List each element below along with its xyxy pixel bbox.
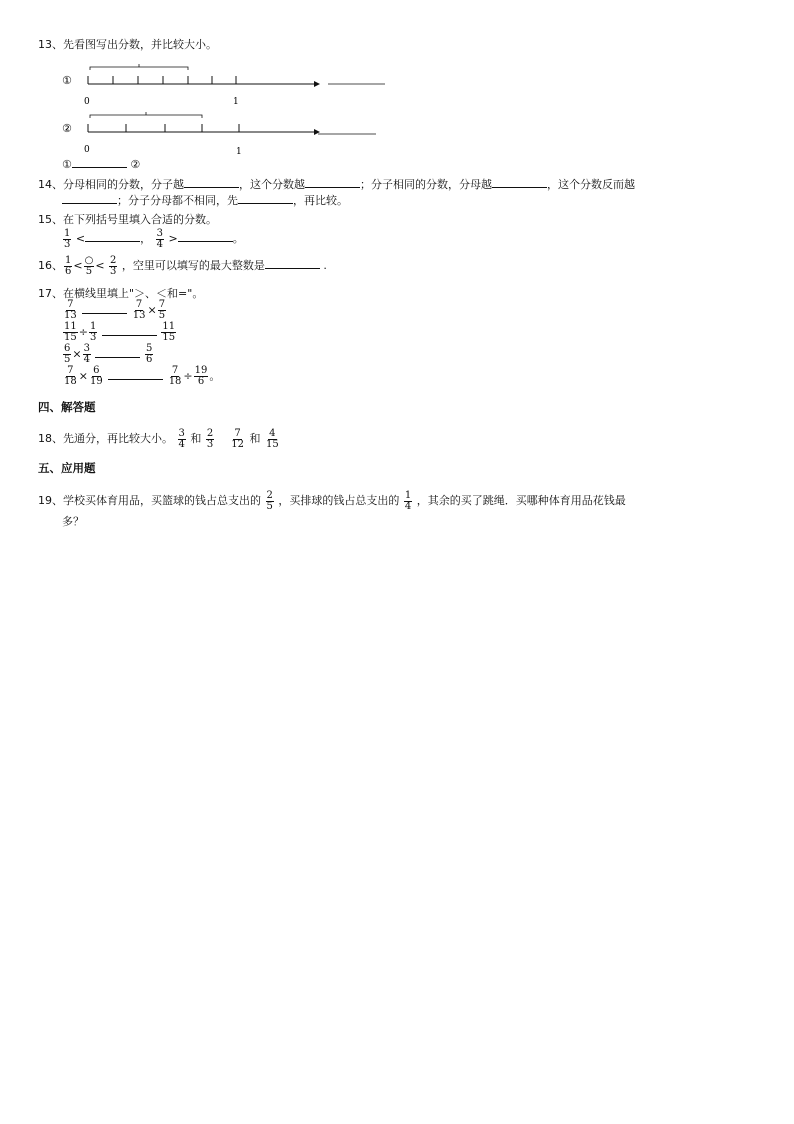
fraction: $\frac{3}{4}$ <box>83 343 90 365</box>
fraction-with-blank[interactable]: $\frac{○}{5}$ <box>84 254 94 277</box>
q15-blank-2[interactable] <box>178 231 233 242</box>
q16-line: 16、 $\frac{1}{6}$ < $\frac{○}{5}$ < $\frac{2}{3}$ ，空里可以填写的最大整数是 . <box>38 254 327 277</box>
q14-text-1: 14、分母相同的分数，分子越 <box>38 178 184 191</box>
section-heading-5: 五、应用题 <box>38 461 96 475</box>
fraction: $\frac{3}{4}$ <box>156 227 163 250</box>
fraction: $\frac{1}{4}$ <box>404 489 412 512</box>
q17-title: 17、在横线里填上"＞、＜和="。 <box>38 287 204 300</box>
line1-label-1: 1 <box>233 97 239 107</box>
q17-blank-4[interactable] <box>108 369 163 380</box>
answer-blank-1[interactable] <box>72 157 127 168</box>
q13-title: 13、先看图写出分数，并比较大小。 <box>38 38 217 51</box>
q15-blank-1[interactable] <box>85 231 140 242</box>
section-heading-4: 四、解答题 <box>38 400 96 414</box>
fraction: $\frac{11}{15}$ <box>64 321 77 343</box>
fraction: $\frac{7}{13}$ <box>132 299 146 321</box>
fraction: $\frac{7}{12}$ <box>231 427 244 450</box>
q14-text-2: ，这个分数越 <box>239 178 305 191</box>
q17-row-3: $\frac{6}{5}$ × $\frac{3}{4}$ $\frac{5}{6}$ <box>64 343 153 365</box>
q14-blank-3[interactable] <box>492 177 547 188</box>
q14-line-2 <box>62 193 348 208</box>
fraction: $\frac{2}{5}$ <box>266 489 273 512</box>
line1-ticks <box>88 76 236 84</box>
q13-answer-row <box>62 157 140 172</box>
fraction: $\frac{1}{3}$ <box>89 321 97 343</box>
line1-label-0: 0 <box>84 97 90 107</box>
line2-brace <box>90 115 202 118</box>
fraction: $\frac{7}{13}$ <box>64 299 77 321</box>
fraction: $\frac{5}{6}$ <box>145 343 153 365</box>
line1-mark: ① <box>62 74 72 87</box>
q18-text: 18、先通分，再比较大小。 <box>38 432 173 445</box>
q14-text-4: ，这个分数反而越 <box>547 178 635 191</box>
q14-blank-4[interactable] <box>62 193 117 204</box>
q14-blank-5[interactable] <box>238 193 293 204</box>
q14-text-5: ；分子分母都不相同，先 <box>117 194 238 207</box>
fraction: $\frac{7}{5}$ <box>158 299 166 321</box>
answer-mark-2: ② <box>130 158 141 171</box>
fraction: $\frac{3}{4}$ <box>178 427 185 450</box>
fraction: $\frac{6}{5}$ <box>64 343 71 365</box>
q18-line: 18、先通分，再比较大小。 $\frac{3}{4}$ 和 $\frac{2}{3}$ $\frac{7}{12}$ 和 $\frac{4}{15}$ <box>38 427 279 450</box>
fraction: $\frac{1}{6}$ <box>65 254 72 277</box>
q17-row-1: $\frac{7}{13}$ $\frac{7}{13}$ × $\frac{7}{5}$ <box>64 299 166 321</box>
number-line-svg <box>62 58 402 168</box>
q14-text-3: ；分子相同的分数，分母越 <box>360 178 492 191</box>
line2-mark: ② <box>62 122 72 135</box>
q19-line-1: 19、学校买体育用品，买篮球的钱占总支出的 $\frac{2}{5}$ ，买排球的钱占总支出的 $\frac{1}{4}$ ，其余的买了跳绳．买哪种体育用品花钱最 <box>38 489 626 512</box>
fraction: $\frac{1}{3}$ <box>64 227 71 250</box>
q15-expression: $\frac{1}{3}$ < ， $\frac{3}{4}$ > 。 <box>64 227 244 250</box>
fraction: $\frac{19}{6}$ <box>194 365 208 387</box>
q19-line-2: 多？ <box>62 515 84 528</box>
line2-label-1: 1 <box>236 147 242 157</box>
q16-blank[interactable] <box>265 258 320 269</box>
fraction: $\frac{7}{18}$ <box>168 365 182 387</box>
q17-row-2: $\frac{11}{15}$ ÷ $\frac{1}{3}$ $\frac{11}{15}$ <box>64 321 176 343</box>
q17-blank-1[interactable] <box>82 303 127 314</box>
q15-title: 15、在下列括号里填入合适的分数。 <box>38 213 217 226</box>
fraction: $\frac{11}{15}$ <box>162 321 176 343</box>
q14-line-1 <box>38 177 635 192</box>
arrow-icon <box>314 81 320 87</box>
q17-row-4: $\frac{7}{18}$ × $\frac{6}{19}$ $\frac{7}{18}$ ÷ $\frac{19}{6}$ 。 <box>64 365 221 387</box>
q17-blank-2[interactable] <box>102 325 157 336</box>
q14-text-6: ，再比较。 <box>293 194 348 207</box>
line1-brace <box>90 67 188 70</box>
q17-blank-3[interactable] <box>95 347 140 358</box>
line2-ticks <box>88 124 239 132</box>
line2-label-0: 0 <box>84 145 90 155</box>
fraction: $\frac{7}{18}$ <box>64 365 77 387</box>
fraction: $\frac{4}{15}$ <box>265 427 279 450</box>
fraction: $\frac{2}{3}$ <box>206 427 214 450</box>
number-line-diagram <box>62 58 402 168</box>
less-than-sign: < <box>75 232 86 245</box>
answer-mark-1: ① <box>62 158 72 171</box>
fraction: $\frac{2}{3}$ <box>110 254 117 277</box>
greater-than-sign: > <box>168 232 178 245</box>
q14-blank-2[interactable] <box>305 177 360 188</box>
q14-blank-1[interactable] <box>184 177 239 188</box>
fraction: $\frac{6}{19}$ <box>89 365 103 387</box>
q16-text: ，空里可以填写的最大整数是 <box>121 259 265 272</box>
